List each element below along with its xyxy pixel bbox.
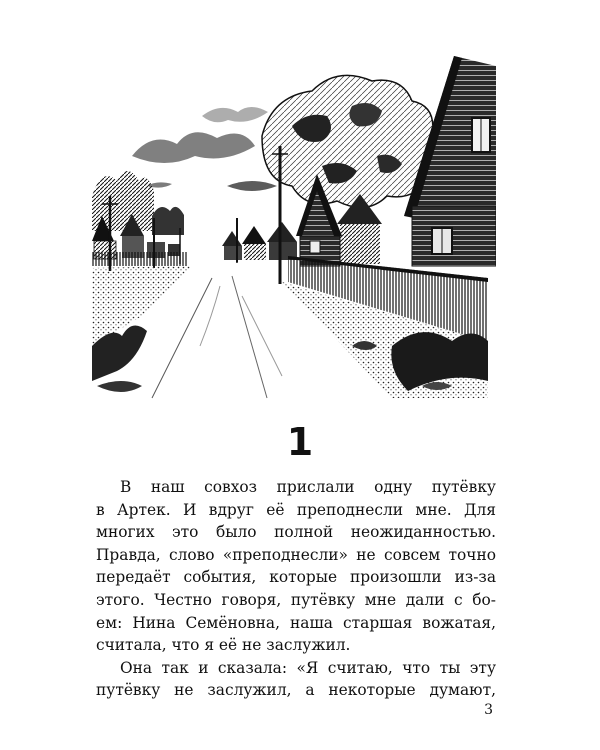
village-street-illustration bbox=[92, 46, 496, 406]
text-line: Она так и сказала: «Я считаю, что ты эту bbox=[120, 658, 496, 677]
fence-left bbox=[92, 252, 187, 266]
text-line: в Артек. И вдруг её преподнесли мне. Для bbox=[96, 500, 496, 519]
paragraph-2 bbox=[96, 657, 496, 702]
text-line: этого. Честно говоря, путёвку мне дали с бо- bbox=[96, 590, 496, 609]
page-number: 3 bbox=[484, 702, 493, 718]
text-line: ем: Нина Семёновна, наша старшая вожатая, bbox=[96, 613, 496, 632]
houses-center bbox=[222, 222, 297, 260]
body-text bbox=[96, 476, 496, 702]
text-line: путёвку не заслужил, а некоторые думают, bbox=[96, 681, 496, 700]
text-line: Правда, слово «преподнесли» не совсем точно bbox=[96, 545, 496, 564]
text-line: передаёт события, которые произошли из-за bbox=[96, 568, 496, 587]
text-line: В наш совхоз прислали одну путёвку bbox=[120, 478, 496, 496]
text-line: многих это было полной неожиданностью. bbox=[96, 523, 496, 542]
text-line: считала, что я её не заслужил. bbox=[96, 636, 351, 655]
tree-canopy bbox=[262, 75, 438, 207]
paragraph-1 bbox=[96, 476, 496, 657]
sky-clouds bbox=[132, 107, 277, 191]
chapter-number: 1 bbox=[286, 420, 314, 464]
